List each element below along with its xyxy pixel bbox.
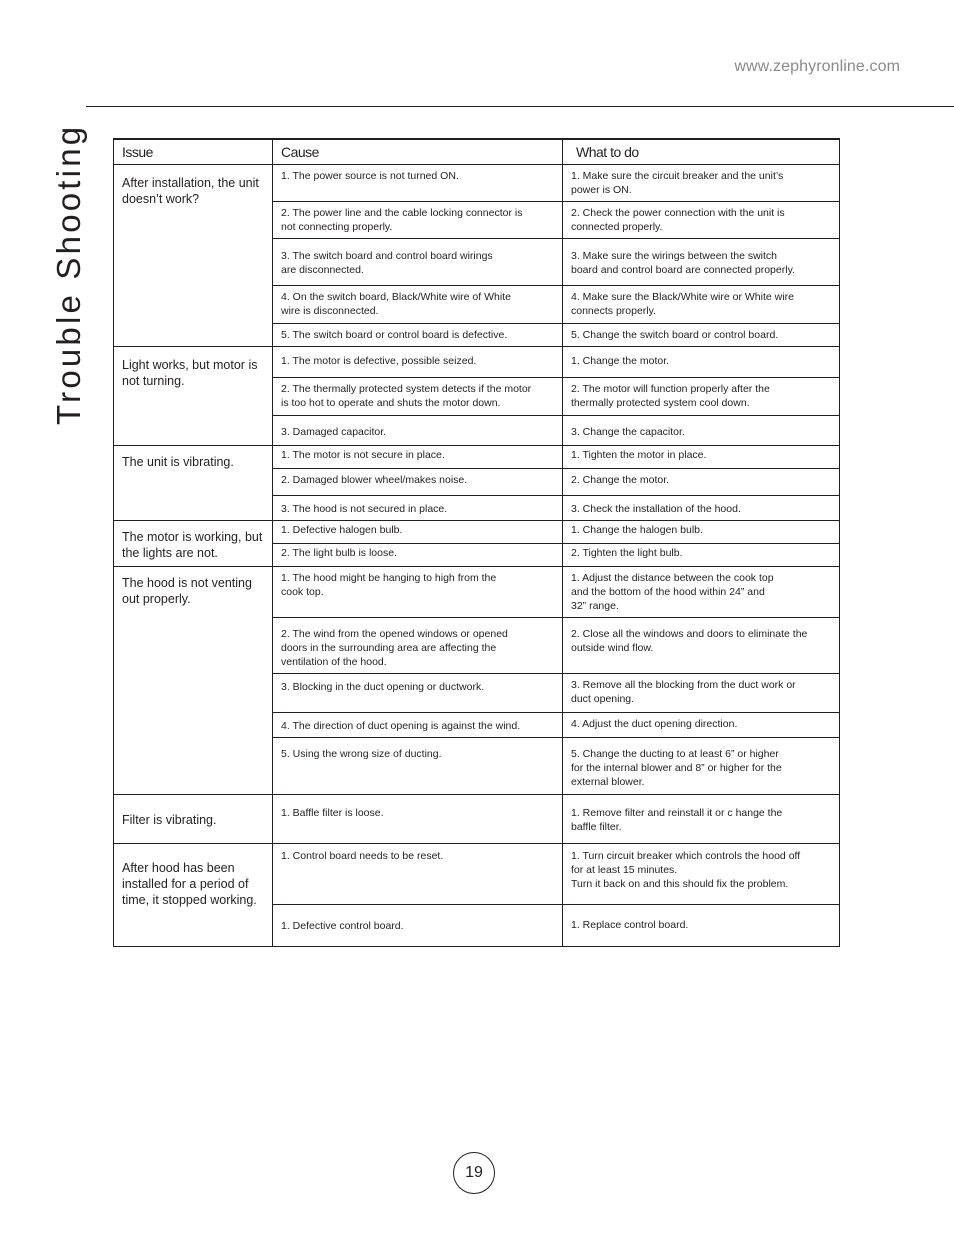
fix-cell: 3. Change the capacitor. (563, 416, 840, 446)
cause-cell: 1. The motor is defective, possible seized. (273, 347, 563, 378)
issue-cell: After hood has been installed for a period of time, it stopped working. (114, 844, 273, 947)
fix-cell: 4. Make sure the Black/White wire or White wire connects properly. (563, 286, 840, 324)
cause-cell: 1. Control board needs to be reset. (273, 844, 563, 905)
column-header-cause: Cause (273, 139, 563, 165)
fix-cell: 4. Adjust the duct opening direction. (563, 713, 840, 738)
cause-cell: 3. Blocking in the duct opening or ductwork. (273, 674, 563, 713)
fix-cell: 2. Tighten the light bulb. (563, 544, 840, 567)
cause-cell: 2. The thermally protected system detects if the motor is too hot to operate and shuts the motor down. (273, 378, 563, 416)
page-title: Trouble Shooting (50, 123, 87, 425)
header-rule (86, 106, 954, 107)
fix-cell: 2. Check the power connection with the unit is connected properly. (563, 202, 840, 239)
cause-cell: 2. The power line and the cable locking connector is not connecting properly. (273, 202, 563, 239)
issue-cell: Light works, but motor is not turning. (114, 347, 273, 446)
fix-cell: 2. Close all the windows and doors to eliminate the outside wind flow. (563, 618, 840, 674)
fix-cell: 5. Change the ducting to at least 6” or higher for the internal blower and 8” or higher for the external blower. (563, 738, 840, 795)
cause-cell: 2. Damaged blower wheel/makes noise. (273, 469, 563, 496)
cause-cell: 4. On the switch board, Black/White wire of White wire is disconnected. (273, 286, 563, 324)
fix-cell: 1. Change the halogen bulb. (563, 521, 840, 544)
cause-cell: 1. The hood might be hanging to high from the cook top. (273, 567, 563, 618)
table-row (114, 795, 840, 844)
table-row (114, 446, 840, 469)
fix-cell: 3. Make sure the wirings between the switch board and control board are connected properly. (563, 239, 840, 286)
fix-cell: 1. Turn circuit breaker which controls the hood off for at least 15 minutes. Turn it back on and this should fix the problem. (563, 844, 840, 905)
table-row (114, 521, 840, 544)
cause-cell: 3. Damaged capacitor. (273, 416, 563, 446)
troubleshooting-table (113, 138, 840, 947)
cause-cell: 3. The switch board and control board wirings are disconnected. (273, 239, 563, 286)
issue-cell: After installation, the unit doesn’t work? (114, 165, 273, 347)
cause-cell: 5. Using the wrong size of ducting. (273, 738, 563, 795)
fix-cell: 3. Remove all the blocking from the duct work or duct opening. (563, 674, 840, 713)
fix-cell: 2. The motor will function properly after the thermally protected system cool down. (563, 378, 840, 416)
table-row (114, 567, 840, 618)
fix-cell: 1. Adjust the distance between the cook top and the bottom of the hood within 24” and 32” range. (563, 567, 840, 618)
page-number (453, 1152, 495, 1194)
website-url: www.zephyronline.com (734, 58, 900, 75)
cause-cell: 1. Defective control board. (273, 905, 563, 947)
cause-cell: 5. The switch board or control board is defective. (273, 324, 563, 347)
cause-cell: 1. Baffle filter is loose. (273, 795, 563, 844)
issue-cell: The unit is vibrating. (114, 446, 273, 521)
issue-cell: Filter is vibrating. (114, 795, 273, 844)
cause-cell: 2. The light bulb is loose. (273, 544, 563, 567)
cause-cell: 4. The direction of duct opening is against the wind. (273, 713, 563, 738)
page-number-label: 19 (465, 1164, 483, 1181)
table-row (114, 165, 840, 202)
table-row (114, 844, 840, 905)
fix-cell: 1. Make sure the circuit breaker and the unit’s power is ON. (563, 165, 840, 202)
cause-cell: 3. The hood is not secured in place. (273, 496, 563, 521)
fix-cell: 1. Replace control board. (563, 905, 840, 947)
fix-cell: 3. Check the installation of the hood. (563, 496, 840, 521)
table-header-row (114, 139, 840, 165)
cause-cell: 1. Defective halogen bulb. (273, 521, 563, 544)
cause-cell: 2. The wind from the opened windows or opened doors in the surrounding area are affecting the ventilation of the hood. (273, 618, 563, 674)
fix-cell: 5. Change the switch board or control board. (563, 324, 840, 347)
fix-cell: 1. Change the motor. (563, 347, 840, 378)
fix-cell: 2. Change the motor. (563, 469, 840, 496)
issue-cell: The motor is working, but the lights are not. (114, 521, 273, 567)
table-row (114, 347, 840, 378)
fix-cell: 1. Remove filter and reinstall it or c hange the baffle filter. (563, 795, 840, 844)
issue-cell: The hood is not venting out properly. (114, 567, 273, 795)
cause-cell: 1. The motor is not secure in place. (273, 446, 563, 469)
column-header-issue: Issue (114, 139, 273, 165)
cause-cell: 1. The power source is not turned ON. (273, 165, 563, 202)
fix-cell: 1. Tighten the motor in place. (563, 446, 840, 469)
column-header-what-to-do: What to do (563, 139, 840, 165)
